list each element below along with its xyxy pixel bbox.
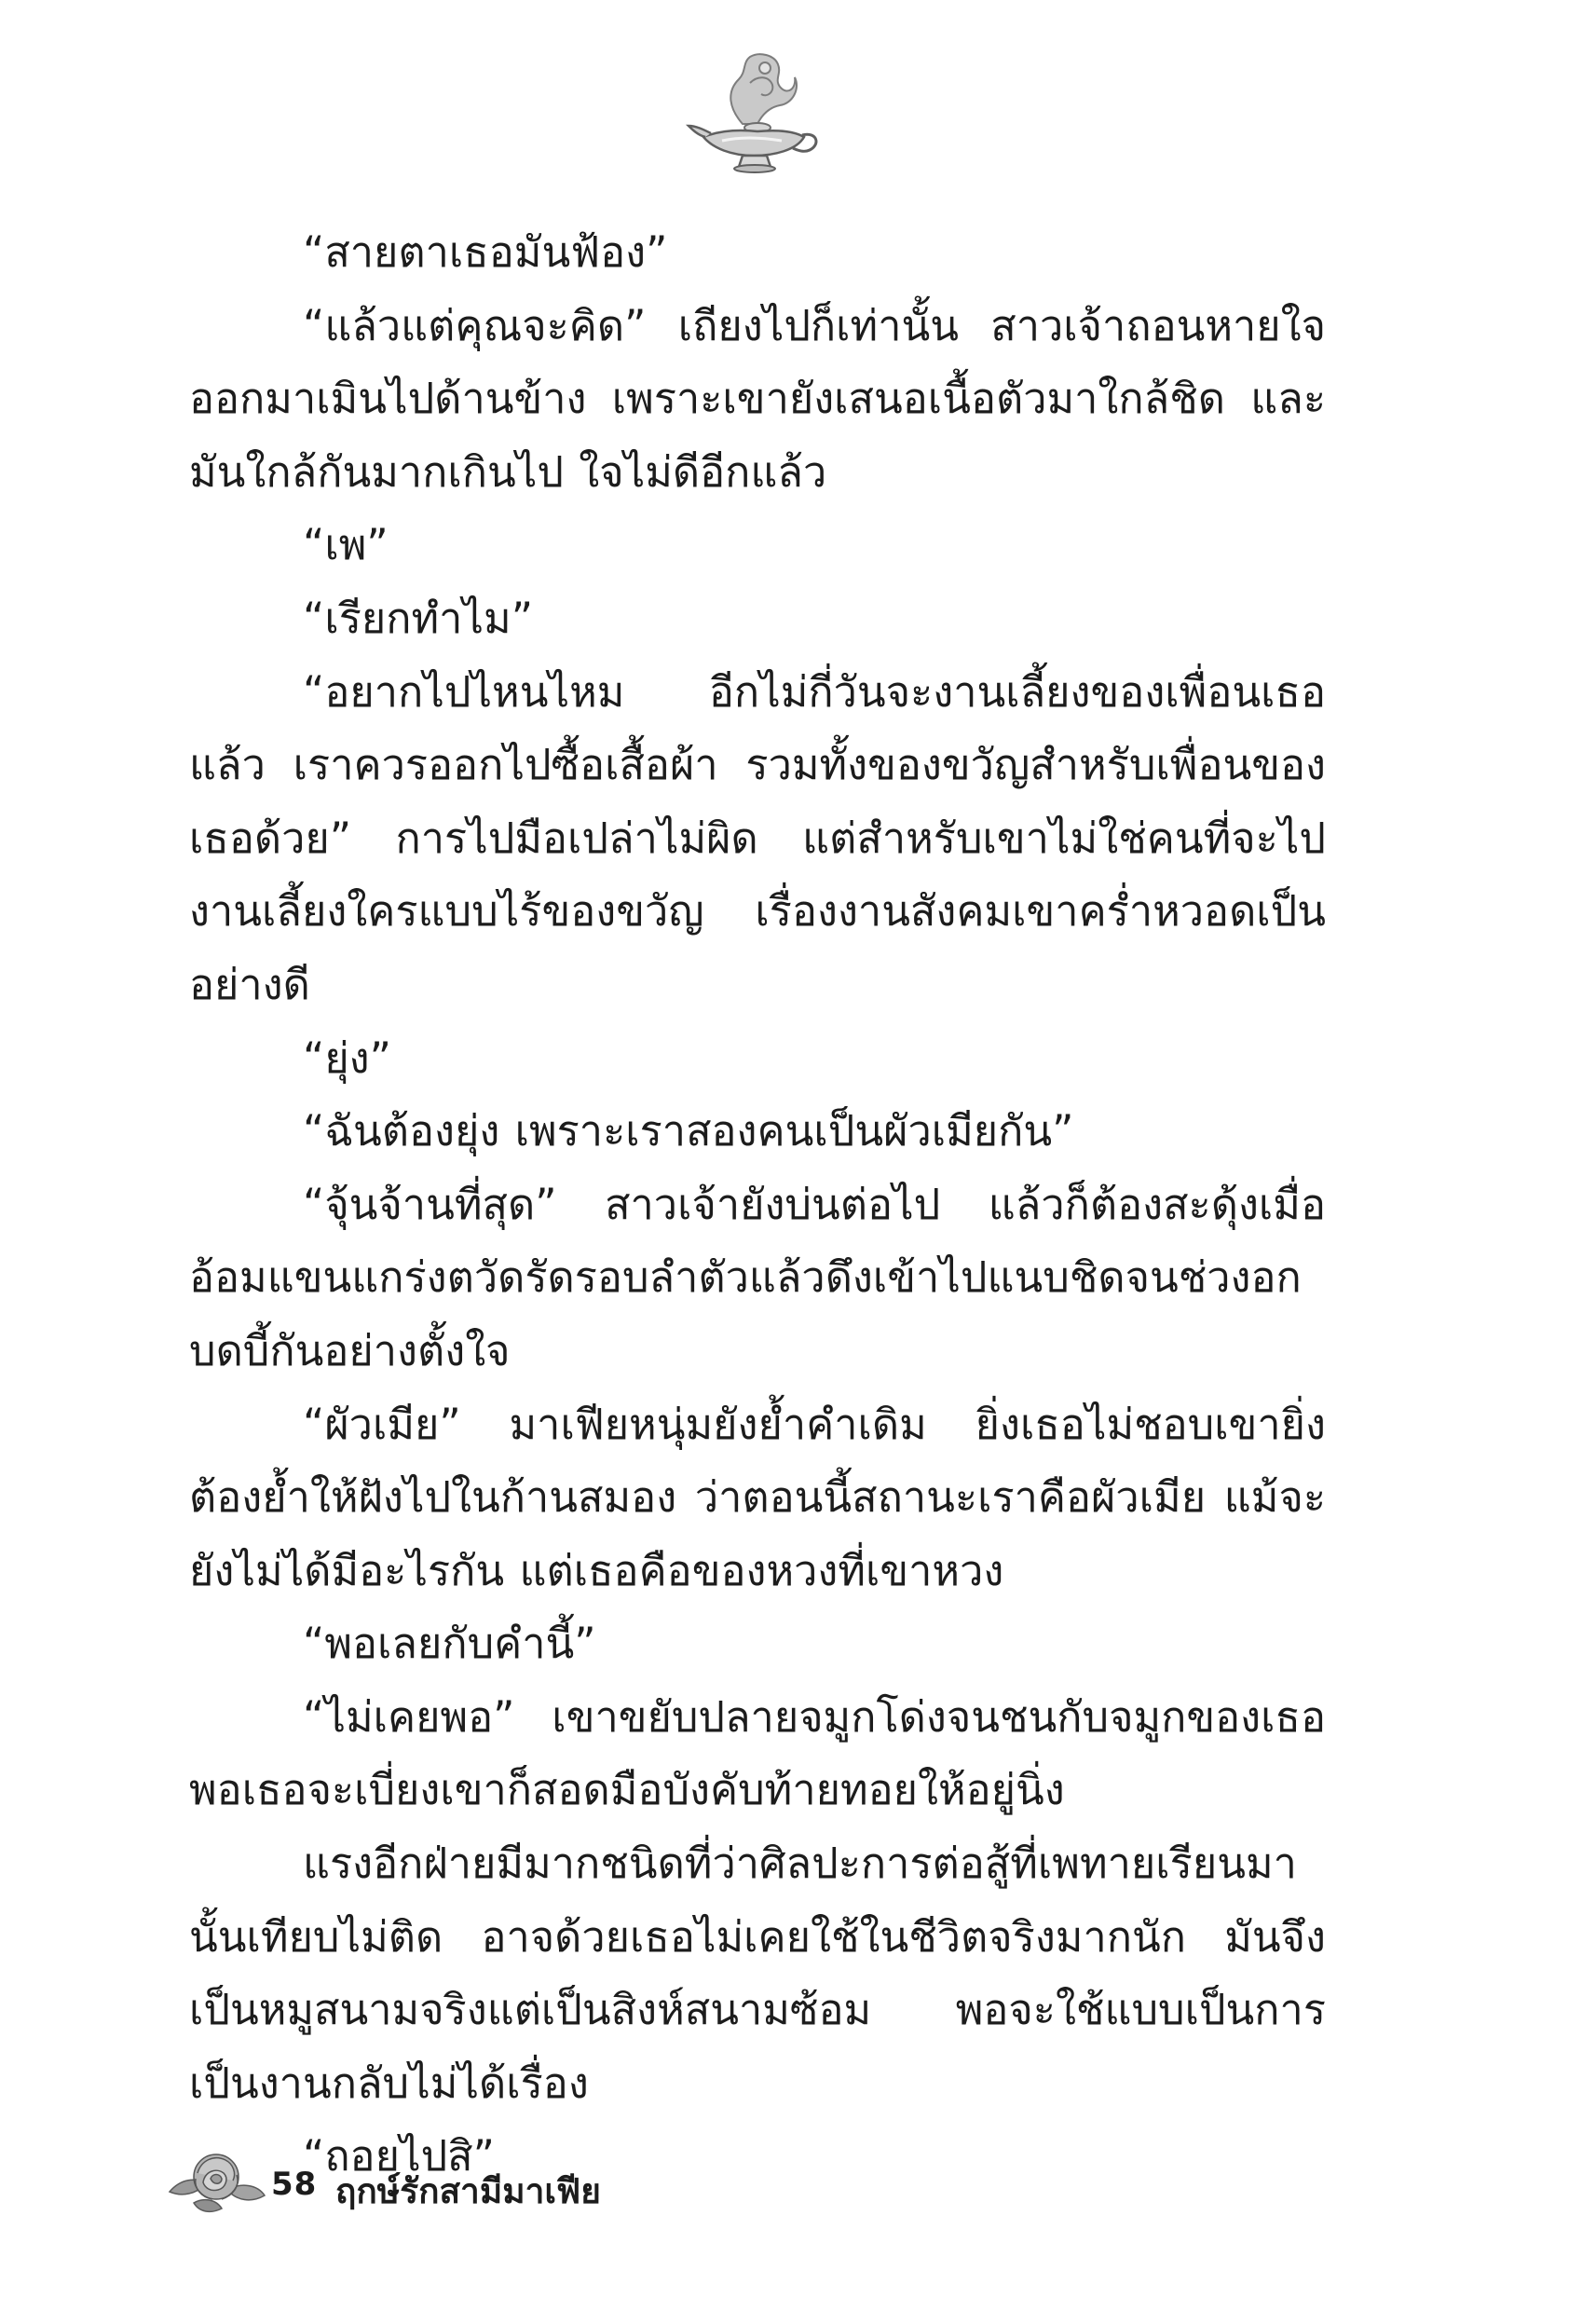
paragraph: “ไม่เคยพอ” เขาขยับปลายจมูกโด่งจนชนกับจมูกของเธอ พอเธอจะเบี่ยงเขาก็สอดมือบังคับท้ายทอยให้อยู่นิ่ง	[189, 1691, 1326, 1815]
paragraph: “สายตาเธอมันฟ้อง”	[303, 227, 668, 277]
rose-icon	[166, 2141, 266, 2220]
genie-lamp-icon	[685, 51, 825, 177]
paragraph: “ถอยไปสิ”	[303, 2131, 495, 2181]
page-footer	[166, 2141, 818, 2220]
paragraph: แรงอีกฝ่ายมีมากชนิดที่ว่าศิลปะการต่อสู้ที่เพทายเรียนมานั้นเทียบไม่ติด อาจด้วยเธอไม่เคยใช้ในชีวิตจริงมากนัก มันจึงเป็นหมูสนามจริงแต่เป็นสิงห์สนามซ้อม พอจะใช้แบบเป็นการเป็นงานกลับไม่ได้เรื่อง	[189, 1839, 1326, 2108]
paragraph: “เพ”	[303, 520, 389, 570]
paragraph: “พอเลยกับคำนี้”	[303, 1619, 596, 1669]
page-number: 58	[271, 2166, 318, 2203]
paragraph: “จุ้นจ้านที่สุด” สาวเจ้ายังบ่นต่อไป แล้วก็ต้องสะดุ้งเมื่ออ้อมแขนแกร่งตวัดรัดรอบลำตัวแล้วดึงเข้าไปแนบชิดจนช่วงอกบดบี้กันอย่างตั้งใจ	[189, 1179, 1326, 1375]
book-title: ฤกษ์รักสามีมาเฟีย	[335, 2171, 601, 2211]
paragraph: “เรียกทำไม”	[303, 593, 534, 643]
paragraph: “ฉันต้องยุ่ง เพราะเราสองคนเป็นผัวเมียกัน”	[303, 1106, 1074, 1156]
paragraph: “ผัวเมีย” มาเฟียหนุ่มยังย้ำคำเดิม ยิ่งเธอไม่ชอบเขายิ่งต้องย้ำให้ฝังไปในก้านสมอง ว่าตอนนี้สถานะเราคือผัวเมีย แม้จะยังไม่ได้มีอะไรกัน แต่เธอคือของหวงที่เขาหวง	[189, 1399, 1326, 1595]
paragraph: “ยุ่ง”	[303, 1032, 391, 1083]
body-text	[189, 216, 1326, 2194]
paragraph: “อยากไปไหนไหม อีกไม่กี่วันจะงานเลี้ยงของเพื่อนเธอแล้ว เราควรออกไปซื้อเสื้อผ้า รวมทั้งของขวัญสำหรับเพื่อนของเธอด้วย” การไปมือเปล่าไม่ผิด แต่สำหรับเขาไม่ใช่คนที่จะไปงานเลี้ยงใครแบบไร้ของขวัญ เรื่องงานสังคมเขาคร่ำหวอดเป็นอย่างดี	[189, 666, 1326, 1009]
paragraph: “แล้วแต่คุณจะคิด” เถียงไปก็เท่านั้น สาวเจ้าถอนหายใจออกมาเมินไปด้านข้าง เพราะเขายังเสนอเนื้อตัวมาใกล้ชิด และมันใกล้กันมากเกินไป ใจไม่ดีอีกแล้ว	[189, 300, 1326, 497]
